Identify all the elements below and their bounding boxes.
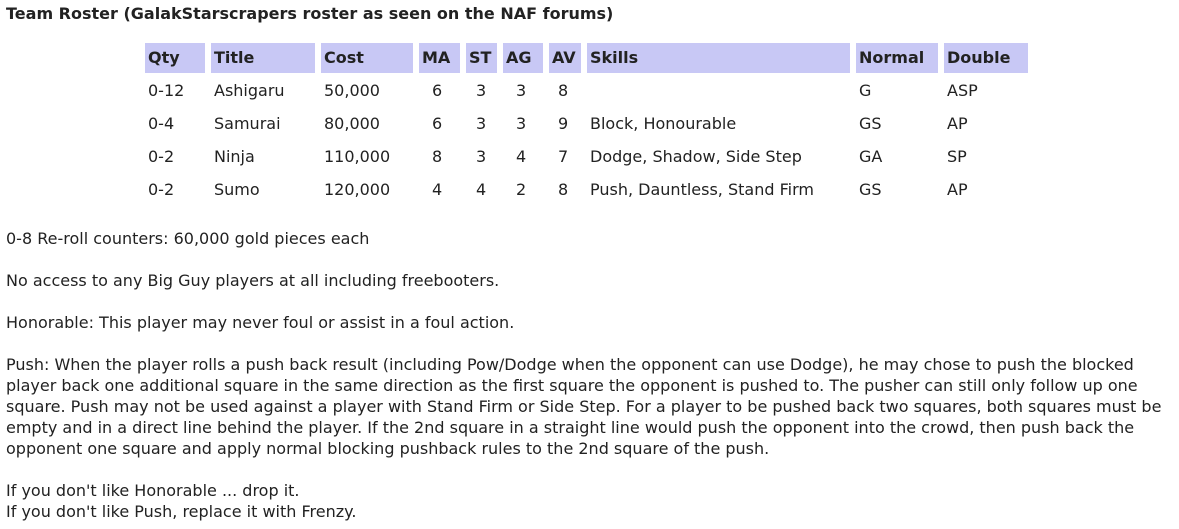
cell-skills: Block, Honourable	[590, 114, 737, 133]
cell-skills: Push, Dauntless, Stand Firm	[590, 180, 814, 199]
table-row	[145, 140, 1034, 173]
column-header-ag	[503, 43, 549, 73]
column-header-normal-label: Normal	[856, 43, 938, 73]
cell-normal: G	[859, 81, 872, 100]
replace-push-note: If you don't like Push, replace it with Frenzy.	[6, 502, 357, 521]
table-row	[145, 73, 1034, 107]
push-rule: Push: When the player rolls a push back result (including Pow/Dodge when the opponent can use Dodge), he may chose to push the blocked player back one additional square in the same direction as the first square the opponent is pushed to. The pusher can still only follow up one square. Push may not be used against a player with Stand Firm or Side Step. For a player to be pushed back two squares, both squares must be empty and in a direct line behind the player. If the 2nd square in a straight line would push the opponent into the crowd, then push back the opponent one square and apply normal blocking pushback rules to the 2nd square of the push.	[6, 355, 1162, 458]
column-header-skills	[587, 43, 856, 73]
column-header-cost	[321, 43, 419, 73]
cell-normal: GS	[859, 180, 882, 199]
cell-ag: 3	[516, 114, 527, 133]
cell-ag: 4	[516, 147, 527, 166]
table-row	[145, 173, 1034, 206]
honorable-rule: Honorable: This player may never foul or assist in a foul action.	[6, 313, 515, 332]
cell-cost: 80,000	[324, 114, 380, 133]
cell-av: 8	[558, 81, 569, 100]
cell-ma: 6	[432, 81, 443, 100]
column-header-title-label: Title	[211, 43, 315, 73]
cell-ma: 8	[432, 147, 443, 166]
roster-table	[145, 43, 1034, 206]
column-header-double	[944, 43, 1034, 73]
column-header-av	[549, 43, 587, 73]
reroll-note: 0-8 Re-roll counters: 60,000 gold pieces each	[6, 229, 370, 248]
column-header-st	[466, 43, 503, 73]
cell-double: AP	[947, 114, 968, 133]
cell-title: Sumo	[214, 180, 260, 199]
cell-av: 9	[558, 114, 569, 133]
cell-st: 3	[476, 147, 487, 166]
column-header-st-label: ST	[466, 43, 497, 73]
cell-qty: 0-4	[148, 114, 175, 133]
cell-av: 7	[558, 147, 569, 166]
cell-title: Ninja	[214, 147, 255, 166]
column-header-av-label: AV	[549, 43, 581, 73]
cell-cost: 110,000	[324, 147, 391, 166]
cell-qty: 0-12	[148, 81, 185, 100]
column-header-ag-label: AG	[503, 43, 543, 73]
column-header-cost-label: Cost	[321, 43, 413, 73]
cell-ag: 3	[516, 81, 527, 100]
column-header-skills-label: Skills	[587, 43, 850, 73]
cell-ag: 2	[516, 180, 527, 199]
cell-st: 3	[476, 114, 487, 133]
roster-header-row	[145, 43, 1034, 73]
cell-skills	[587, 73, 856, 107]
cell-normal: GS	[859, 114, 882, 133]
cell-st: 3	[476, 81, 487, 100]
cell-qty: 0-2	[148, 147, 175, 166]
column-header-ma	[419, 43, 466, 73]
cell-double: ASP	[947, 81, 978, 100]
cell-av: 8	[558, 180, 569, 199]
cell-double: SP	[947, 147, 967, 166]
drop-honorable-note: If you don't like Honorable ... drop it.	[6, 481, 300, 500]
cell-st: 4	[476, 180, 487, 199]
page-title: Team Roster (GalakStarscrapers roster as seen on the NAF forums)	[6, 4, 614, 23]
column-header-normal	[856, 43, 944, 73]
cell-normal: GA	[859, 147, 883, 166]
column-header-qty	[145, 43, 211, 73]
table-row	[145, 107, 1034, 140]
cell-cost: 50,000	[324, 81, 380, 100]
column-header-double-label: Double	[944, 43, 1028, 73]
column-header-qty-label: Qty	[145, 43, 205, 73]
cell-ma: 6	[432, 114, 443, 133]
column-header-ma-label: MA	[419, 43, 460, 73]
column-header-title	[211, 43, 321, 73]
cell-title: Samurai	[214, 114, 281, 133]
cell-ma: 4	[432, 180, 443, 199]
cell-double: AP	[947, 180, 968, 199]
cell-title: Ashigaru	[214, 81, 285, 100]
cell-skills: Dodge, Shadow, Side Step	[590, 147, 802, 166]
big-guy-note: No access to any Big Guy players at all including freebooters.	[6, 271, 500, 290]
cell-cost: 120,000	[324, 180, 391, 199]
cell-qty: 0-2	[148, 180, 175, 199]
